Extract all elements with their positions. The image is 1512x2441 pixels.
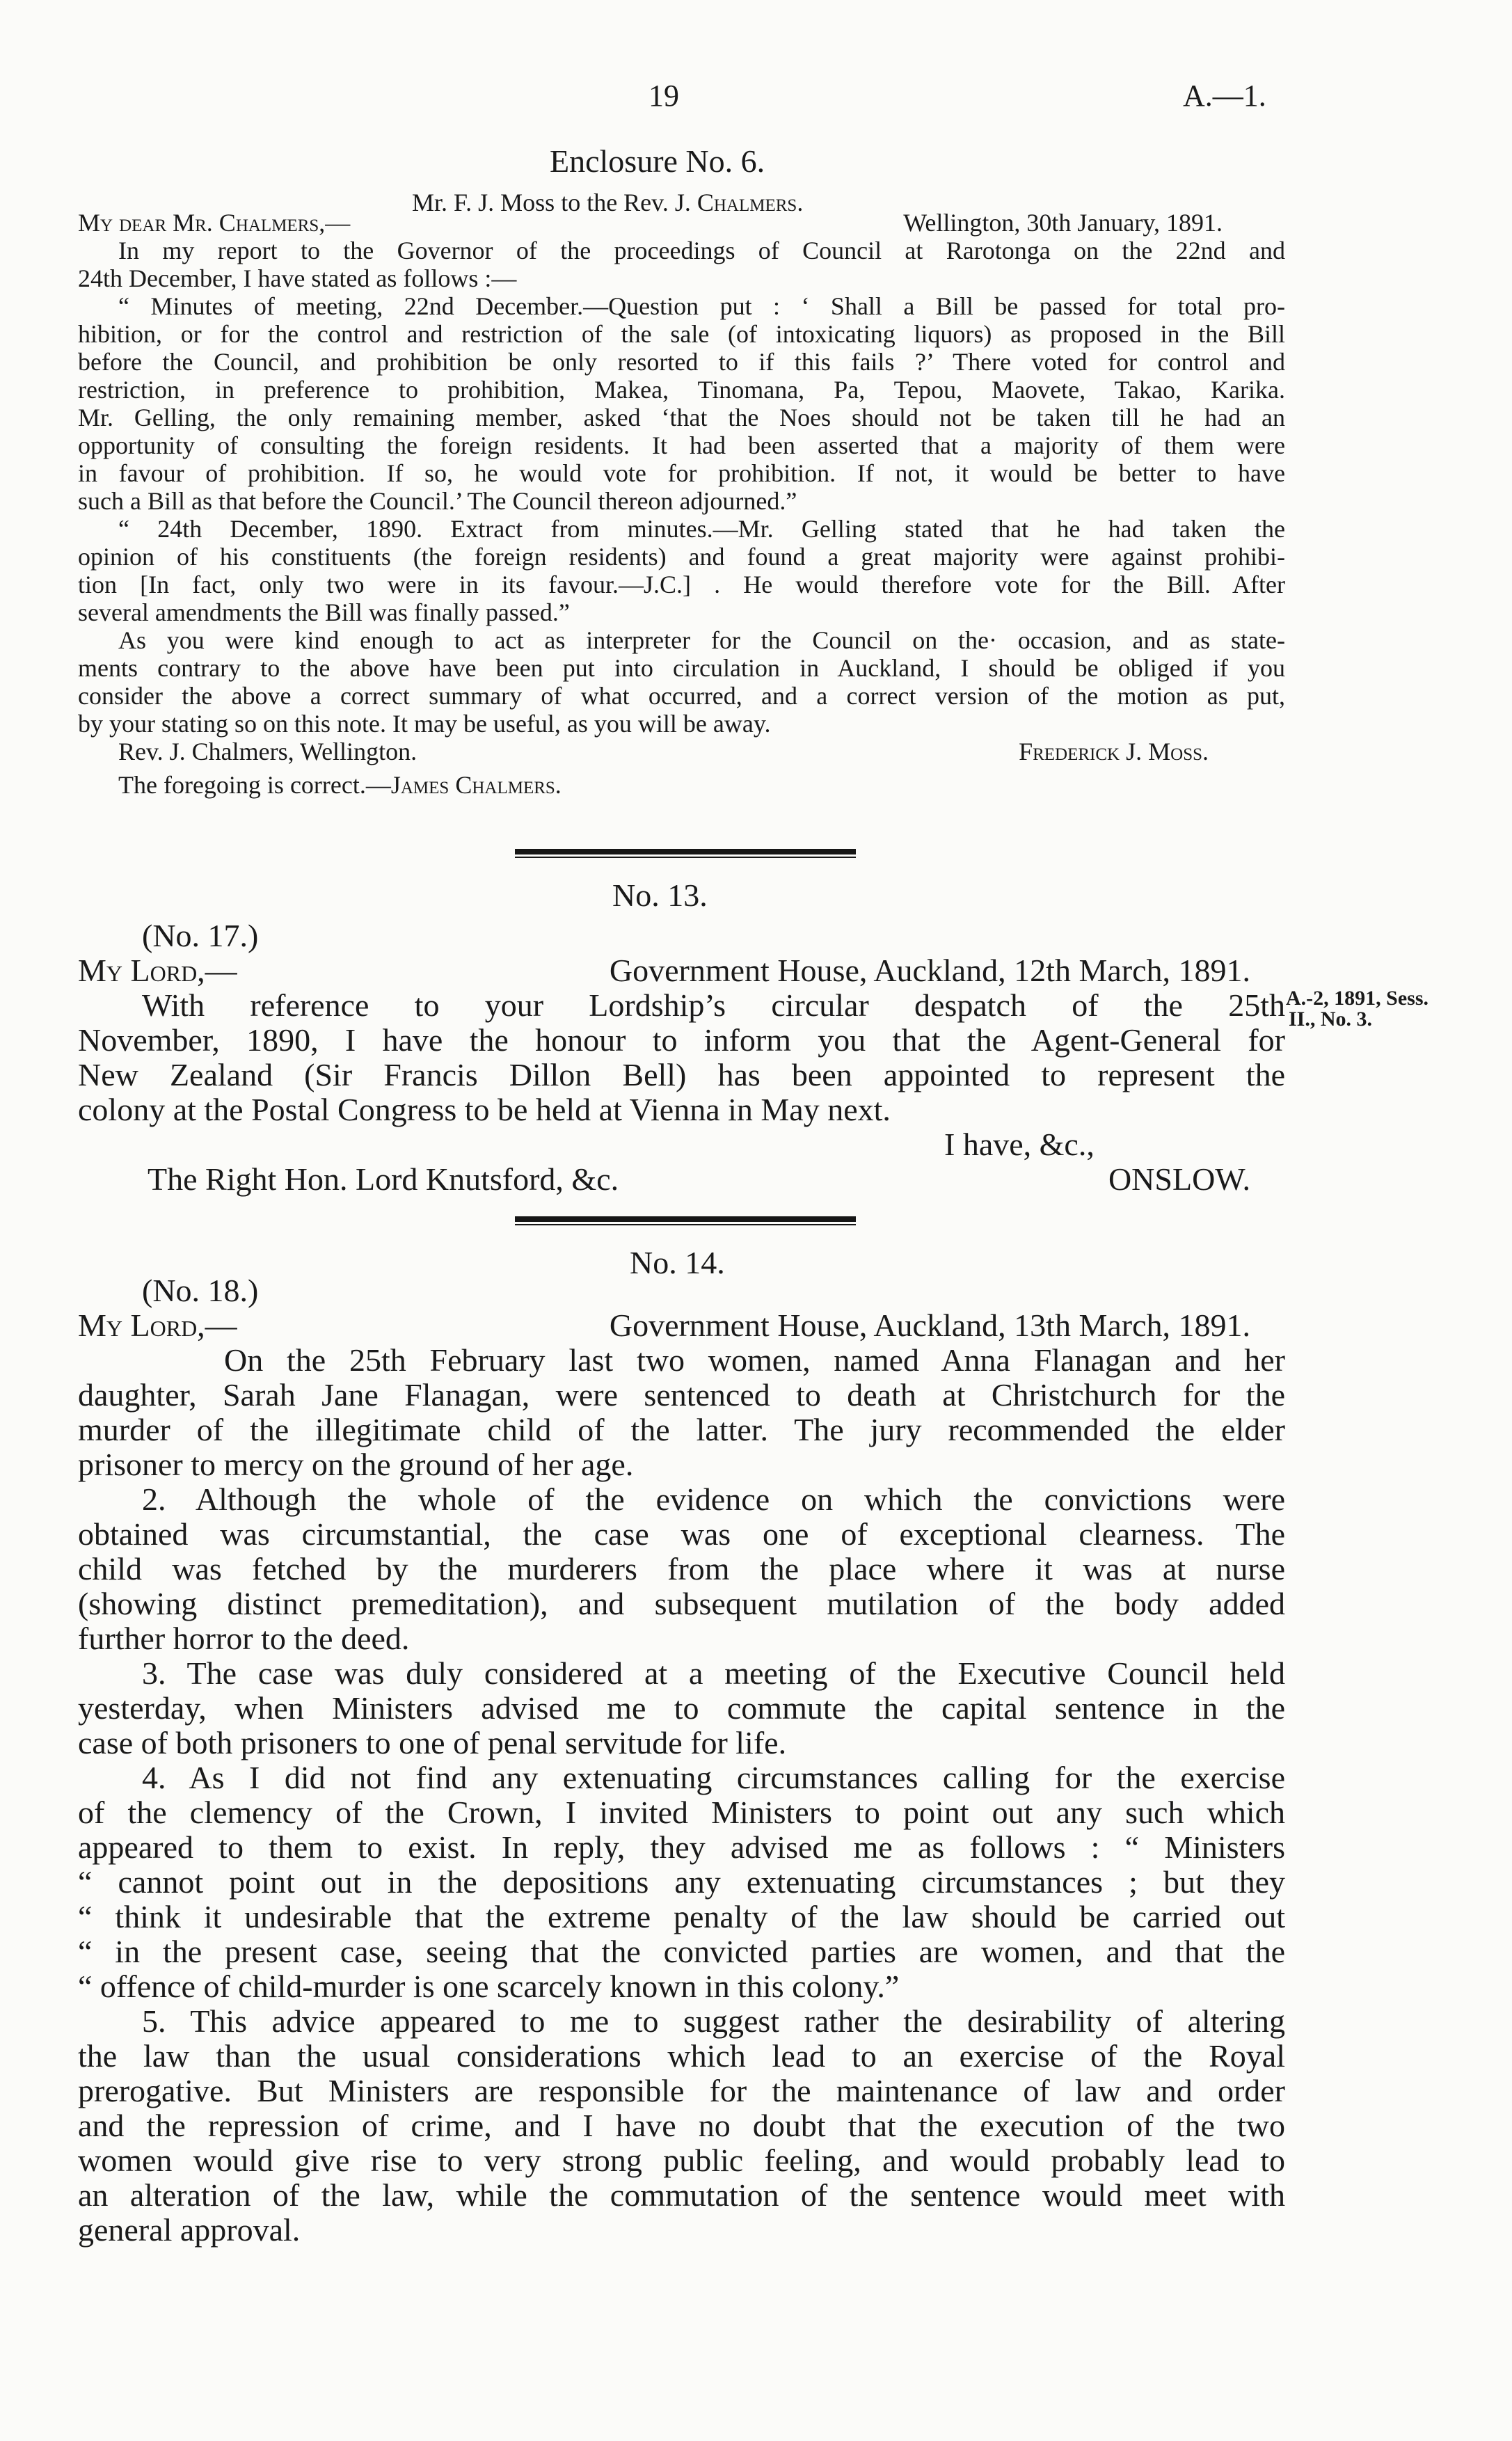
no14-line: 4. As I did not find any extenuating circumstances calling for the exercise bbox=[142, 1760, 1285, 1795]
no13-line: With reference to your Lordship’s circular despatch of the 25th bbox=[142, 987, 1285, 1023]
no14-header-line bbox=[78, 1308, 1285, 1343]
enclosure-line: by your stating so on this note. It may be useful, as you will be away. bbox=[78, 710, 771, 738]
enclosure-line: in favour of prohibition. If so, he would vote for prohibition. If not, it would be better to have bbox=[78, 459, 1285, 487]
no14-line: “ cannot point out in the depositions any extenuating circumstances ; but they bbox=[78, 1864, 1285, 1900]
no14-line: obtained was circumstantial, the case was one of exceptional clearness. The bbox=[78, 1516, 1285, 1552]
enclosure-line: several amendments the Bill was finally passed.” bbox=[78, 598, 570, 626]
confirmation-name: James Chalmers. bbox=[390, 771, 562, 799]
no14-line: On the 25th February last two women, named Anna Flanagan and her bbox=[224, 1342, 1285, 1378]
no13-line: colony at the Postal Congress to be held at Vienna in May next. bbox=[78, 1092, 891, 1127]
enclosure-line: tion [In fact, only two were in its favour.—J.C.] . He would therefore vote for the Bill. After bbox=[78, 571, 1285, 598]
no14-dateline: Government House, Auckland, 13th March, 1891. bbox=[609, 1307, 1250, 1343]
no14-line: the law than the usual considerations which lead to an exercise of the Royal bbox=[78, 2038, 1285, 2074]
no13-line: New Zealand (Sir Francis Dillon Bell) has been appointed to represent the bbox=[78, 1057, 1285, 1092]
no14-line: “ in the present case, seeing that the convicted parties are women, and that the bbox=[78, 1934, 1285, 1969]
no14-line: murder of the illegitimate child of the latter. The jury recommended the elder bbox=[78, 1412, 1285, 1447]
no14-line: appeared to them to exist. In reply, they advised me as follows : “ Ministers bbox=[78, 1829, 1285, 1865]
enclosure-body bbox=[78, 209, 1285, 799]
enclosure-line: Mr. Gelling, the only remaining member, asked ‘that the Noes should not be taken till he had an bbox=[78, 404, 1285, 431]
enclosure-line: “ Minutes of meeting, 22nd December.—Question put : ‘ Shall a Bill be passed for total pro- bbox=[118, 292, 1285, 320]
no14-line: an alteration of the law, while the commutation of the sentence would meet with bbox=[78, 2177, 1285, 2213]
margin-note: A.-2, 1891, Sess. bbox=[1286, 987, 1429, 1010]
no14-line: child was fetched by the murderers from the place where it was at nurse bbox=[78, 1551, 1285, 1587]
no14-line: prisoner to mercy on the ground of her age. bbox=[78, 1447, 634, 1482]
no14-line: yesterday, when Ministers advised me to commute the capital sentence in the bbox=[78, 1690, 1285, 1726]
enclosure-salutation: My dear Mr. Chalmers,— bbox=[78, 209, 351, 237]
enclosure-line: In my report to the Governor of the proceedings of Council at Rarotonga on the 22nd and bbox=[118, 237, 1285, 264]
confirmation-prefix: The foregoing is correct.— bbox=[118, 771, 391, 799]
enclosure-confirmation bbox=[78, 771, 1285, 799]
section-divider bbox=[515, 849, 856, 854]
no13-closing: I have, &c., bbox=[944, 1127, 1095, 1162]
no13-heading: No. 13. bbox=[612, 877, 708, 913]
enclosure-line: ments contrary to the above have been put into circulation in Auckland, I should be obliged if you bbox=[78, 654, 1285, 682]
no14-ref: (No. 18.) bbox=[142, 1273, 259, 1308]
no13-signature: ONSLOW. bbox=[1108, 1161, 1250, 1197]
no13-addressee: The Right Hon. Lord Knutsford, &c. bbox=[148, 1161, 619, 1197]
enclosure-line: restriction, in preference to prohibition, Makea, Tinomana, Pa, Tepou, Maovete, Takao, Karika. bbox=[78, 376, 1285, 404]
no14-line: prerogative. But Ministers are responsible for the maintenance of law and order bbox=[78, 2073, 1285, 2108]
enclosure-line: such a Bill as that before the Council.’ The Council thereon adjourned.” bbox=[78, 487, 797, 515]
enclosure-line: 24th December, I have stated as follows :— bbox=[78, 264, 517, 292]
no14-line: general approval. bbox=[78, 2212, 301, 2248]
no14-line: of the clemency of the Crown, I invited Ministers to point out any such which bbox=[78, 1795, 1285, 1830]
no14-salutation: My Lord,— bbox=[78, 1307, 237, 1343]
no14-line: further horror to the deed. bbox=[78, 1621, 410, 1656]
no13-salutation: My Lord,— bbox=[78, 953, 237, 988]
no13-body bbox=[78, 919, 1285, 1197]
page-number: 19 bbox=[648, 79, 679, 113]
enclosure-line: As you were kind enough to act as interpreter for the Council on the· occasion, and as state- bbox=[118, 626, 1285, 654]
no14-line: case of both prisoners to one of penal servitude for life. bbox=[78, 1725, 787, 1760]
enclosure-title: Enclosure No. 6. bbox=[550, 143, 765, 179]
enclosure-dateline: Wellington, 30th January, 1891. bbox=[903, 209, 1223, 237]
enclosure-line: before the Council, and prohibition be only resorted to if this fails ?’ There voted for control and bbox=[78, 348, 1285, 376]
margin-note: II., No. 3. bbox=[1289, 1008, 1373, 1031]
no14-line: 2. Although the whole of the evidence on which the convictions were bbox=[142, 1481, 1285, 1517]
no14-body bbox=[78, 1273, 1285, 2248]
enclosure-header-line bbox=[78, 209, 1285, 237]
no14-line: “ offence of child-murder is one scarcely known in this colony.” bbox=[78, 1969, 900, 2004]
no13-sign-line bbox=[78, 1162, 1285, 1197]
enclosure-line: consider the above a correct summary of what occurred, and a correct version of the motion as put, bbox=[78, 682, 1285, 710]
no14-line: daughter, Sarah Jane Flanagan, were sentenced to death at Christchurch for the bbox=[78, 1377, 1285, 1413]
enclosure-line: “ 24th December, 1890. Extract from minutes.—Mr. Gelling stated that he had taken the bbox=[118, 515, 1285, 543]
no13-dateline: Government House, Auckland, 12th March, 1891. bbox=[609, 953, 1250, 988]
no14-line: 3. The case was duly considered at a meeting of the Executive Council held bbox=[142, 1655, 1285, 1691]
document-reference: A.—1. bbox=[1183, 79, 1266, 113]
enclosure-line: opinion of his constituents (the foreign residents) and found a great majority were against prohibi- bbox=[78, 543, 1285, 571]
enclosure-signature: Frederick J. Moss. bbox=[1019, 738, 1209, 765]
no14-line: women would give rise to very strong public feeling, and would probably lead to bbox=[78, 2142, 1285, 2178]
enclosure-subtitle-prefix: Mr. F. J. Moss to the Rev. J. bbox=[412, 189, 697, 216]
enclosure-addressee: Rev. J. Chalmers, Wellington. bbox=[118, 738, 417, 765]
no14-line: “ think it undesirable that the extreme penalty of the law should be carried out bbox=[78, 1899, 1285, 1934]
no14-line: (showing distinct premeditation), and subsequent mutilation of the body added bbox=[78, 1586, 1285, 1621]
enclosure-sign-line bbox=[78, 738, 1285, 765]
no14-line: 5. This advice appeared to me to suggest rather the desirability of altering bbox=[142, 2003, 1285, 2039]
no13-ref: (No. 17.) bbox=[142, 918, 259, 953]
enclosure-subtitle-name: Chalmers. bbox=[697, 189, 804, 216]
section-divider bbox=[515, 1216, 856, 1222]
no13-header-line bbox=[78, 953, 1285, 988]
enclosure-line: opportunity of consulting the foreign residents. It had been asserted that a majority of them were bbox=[78, 431, 1285, 459]
no14-line: and the repression of crime, and I have no doubt that the execution of the two bbox=[78, 2108, 1285, 2143]
enclosure-line: hibition, or for the control and restriction of the sale (of intoxicating liquors) as proposed in the Bill bbox=[78, 320, 1285, 348]
no13-line: November, 1890, I have the honour to inform you that the Agent-General for bbox=[78, 1022, 1285, 1058]
no14-heading: No. 14. bbox=[630, 1245, 725, 1280]
